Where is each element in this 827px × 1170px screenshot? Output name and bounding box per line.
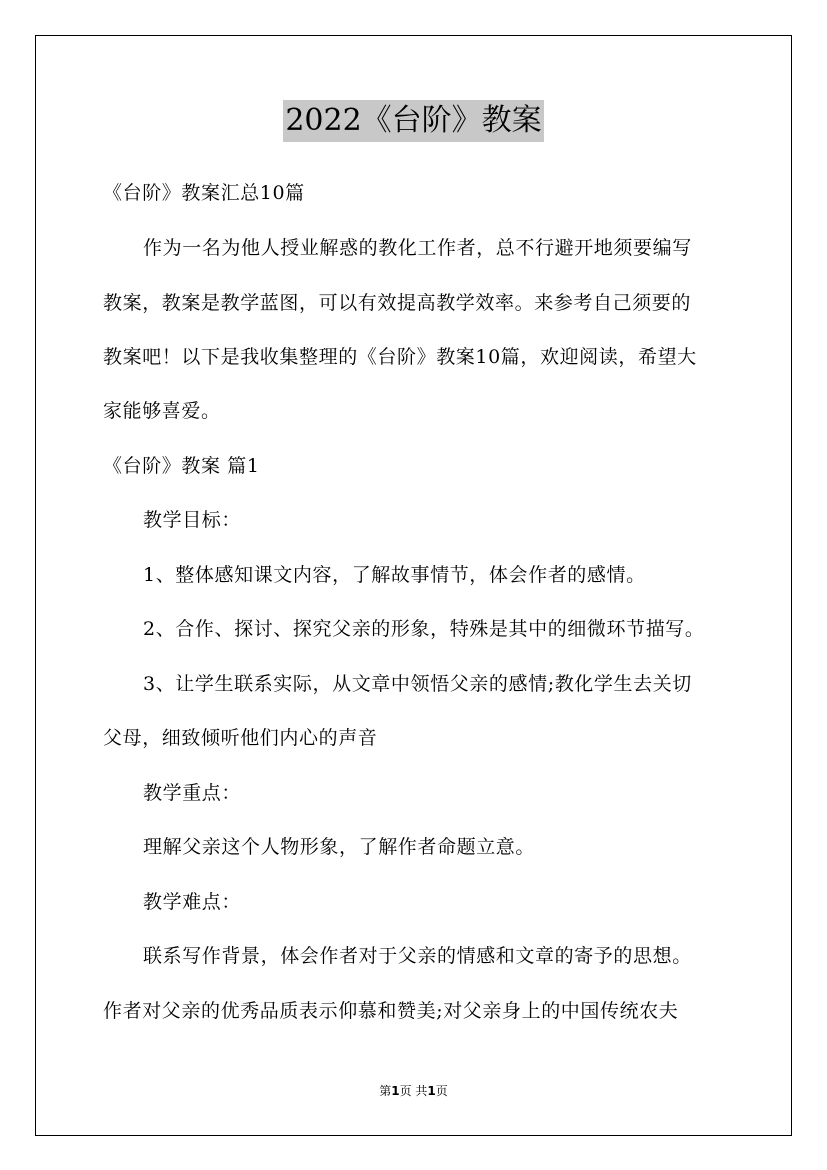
paragraph-line: 作者对父亲的优秀品质表示仰慕和赞美;对父亲身上的中国传统农夫: [103, 1000, 679, 1022]
paragraph-line: 3、让学生联系实际，从文章中领悟父亲的感情;教化学生去关切: [143, 673, 692, 695]
footer-label: 第: [379, 1084, 392, 1098]
page-footer: [0, 1083, 827, 1099]
paragraph-line: 教学目标：: [143, 509, 242, 531]
paragraph-line: 联系写作背景，体会作者对于父亲的情感和文章的寄予的思想。: [143, 945, 692, 967]
paragraph-line: 作为一名为他人授业解惑的教化工作者，总不行避开地须要编写: [143, 237, 692, 259]
footer-page-current: 1: [391, 1084, 400, 1098]
paragraph-line: 教案吧！以下是我收集整理的《台阶》教案10篇，欢迎阅读，希望大: [103, 346, 697, 368]
paragraph-line: 家能够喜爱。: [103, 400, 221, 422]
section-heading: 《台阶》教案 篇1: [103, 455, 260, 477]
paragraph-line: 父母，细致倾听他们内心的声音: [103, 727, 378, 749]
paragraph-line: 教案，教案是教学蓝图，可以有效提高教学效率。来参考自己须要的: [103, 292, 692, 314]
footer-label: 页 共: [399, 1084, 428, 1098]
paragraph-line: 2、合作、探讨、探究父亲的形象，特殊是其中的细微环节描写。: [143, 618, 705, 640]
section-heading: 《台阶》教案汇总10篇: [103, 182, 305, 204]
paragraph-line: 理解父亲这个人物形象，了解作者命题立意。: [143, 836, 536, 858]
paragraph-line: 教学难点：: [143, 891, 242, 913]
document-title: 2022《台阶》教案: [283, 100, 543, 142]
title-container: [0, 100, 827, 142]
footer-label: 页: [435, 1084, 448, 1098]
paragraph-line: 教学重点：: [143, 782, 242, 804]
paragraph-line: 1、整体感知课文内容，了解故事情节，体会作者的感情。: [143, 564, 646, 586]
footer-page-total: 1: [427, 1084, 436, 1098]
